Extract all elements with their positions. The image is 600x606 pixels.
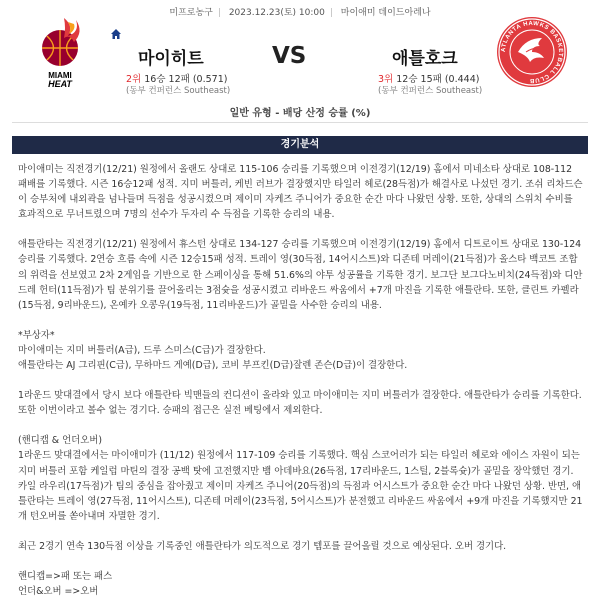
away-team-rank: 3위 — [378, 74, 394, 85]
stats-title: 일반 유형 - 배당 산정 승률 (%) — [229, 108, 371, 119]
injury-header: *부상자* — [18, 329, 55, 341]
home-team-rank: 2위 — [126, 74, 142, 85]
match-venue: 마이애미 데이드아레나 — [340, 8, 431, 18]
match-datetime: 2023.12.23(토) 10:00 — [228, 8, 325, 18]
home-icon — [110, 28, 122, 40]
home-team-record — [126, 71, 227, 85]
analysis-paragraph: 1라운드 맞대결에서는 마이애미가 (11/12) 원정에서 117-109 승리를 기록했다. 핵심 스코어러가 되는 타일러 헤로와 에이스 자원이 되는 지미 버틀러 포함 케일럽 마틴의 결장 공백 탓에 고전했지만 뱀 아데바요(26득점, 17리바운드, 1스틸, 2블록슛)가 골밑을 장악했던 경기. 카일 라우리(17득점)가 팀의 중심을 잡아줬고 제이미 자케즈 주니어(20득점)의 득점과 어시스트가 중요한 순간 마다 나왔던 상황. 반면, 애틀란타는 트레이 영(27득점, 11어시스트), 디존테 머레이(23득점, 5어시스트)가 분전했고 리바운드 싸움에서 +9개 마진을 기록했지만 21개 턴오버를 쏟아내며 자멸한 경기. — [18, 450, 583, 522]
meta-separator: | — [329, 8, 333, 18]
away-team-name: 애틀호크 — [392, 49, 458, 69]
home-team-conference: (동부 컨퍼런스 Southeast) — [126, 86, 231, 96]
analysis-paragraph: 마이애미는 직전경기(12/21) 원정에서 올랜도 상대로 115-106 승리를 기록했으며 이전경기(12/19) 홈에서 미네소타 상대로 108-112 패배를 기록했다. 시즌 16승12패 성적. 지미 버틀러, 케빈 러브가 결장했지만 타일러 헤로(28득점)가 해결사로 나섰던 경기. 조쉬 리차드슨이 승부처에 내외곽을 넘나들며 득점을 성공시켰으며 제이미 자케즈 주니어가 중요한 순간 마다 나왔던 상황. 또한, 상대의 스위치 수비를 효과적으로 무너트렸으며 7명의 선수가 두자리 수 득점을 기록한 승리의 내용. — [18, 164, 583, 221]
pick-line: 핸디캡=>패 또는 패스 — [18, 570, 113, 582]
vs-label: VS — [272, 43, 307, 69]
injury-line: 애틀란타는 AJ 그리핀(C급), 무하마드 게예(D급), 코비 부프킨(D급)잘렌 존슨(D급)이 결장한다. — [18, 360, 408, 372]
analysis-content — [18, 162, 584, 599]
analysis-paragraph: 애틀란타는 직전경기(12/21) 원정에서 휴스턴 상대로 134-127 승리를 기록했으며 이전경기(12/19) 홈에서 디트로이트 상대로 130-124 승리를 기록했다. 2연승 흐름 속에 시즌 12승15패 성적. 트레이 영(30득점, 14어시스트)와 디존테 머레이(21득점)가 올스타 백코트 조합의 위력을 선보였고 2차 2게임을 기반으로 한 스페이싱을 통해 51.6%의 야투 성공률을 기록한 경기. 보그단 보그다노비치(24득점)와 디안드레 헌터(11득점)가 팀 분위기를 끌어올리는 3점슛을 성공시켰고 리바운드 싸움에서 +7개 마진을 기록한 애틀란타. 또한, 클린트 카펠라(15득점, 9리바운드), 온예카 오콩우(19득점, 11리바운드)가 골밑을 사수한 승리의 내용. — [18, 239, 583, 311]
pick-line: 언더&오버 =>오버 — [18, 586, 99, 598]
miami-heat-logo — [30, 12, 90, 92]
analysis-paragraph: 1라운드 맞대결에서 당시 보다 애틀란타 빅맨들의 컨디션이 올라와 있고 마이애미는 지미 버틀러가 결장한다. 애틀란타가 승리를 기록한다. 또한 이번이라고 볼수 없는 경기다. 승패의 접근은 실전 베팅에서 제외한다. — [18, 390, 582, 417]
away-team-winloss: 12승 15패 (0.444) — [396, 74, 480, 85]
league-label: 미프로농구 — [169, 8, 213, 18]
meta-separator: | — [217, 8, 221, 18]
heat-logo-text-2: HEAT — [48, 79, 72, 89]
injury-line: 마이애미는 지미 버틀러(A급), 드루 스미스(C급)가 결장한다. — [18, 344, 266, 356]
heat-logo-text-1: MIAMI — [48, 71, 72, 80]
handicap-header: (핸디캡 & 언더오버) — [18, 435, 102, 447]
home-team-winloss: 16승 12패 (0.571) — [144, 74, 228, 85]
home-team-name: 마이히트 — [138, 49, 204, 69]
away-team-conference: (동부 컨퍼런스 Southeast) — [378, 86, 483, 96]
divider — [12, 122, 588, 123]
atlanta-hawks-logo — [496, 16, 568, 88]
hawks-logo-text: ATLANTA HAWKS BASKETBALL CLUB — [500, 20, 564, 84]
analysis-title-bar: 경기분석 — [12, 136, 588, 154]
analysis-paragraph: 최근 2경기 연속 130득점 이상을 기록중인 애틀란타가 의도적으로 경기 템포를 끌어올릴 것으로 예상된다. 오버 경기다. — [18, 540, 507, 552]
match-header — [0, 0, 600, 100]
away-team-record — [378, 71, 479, 85]
